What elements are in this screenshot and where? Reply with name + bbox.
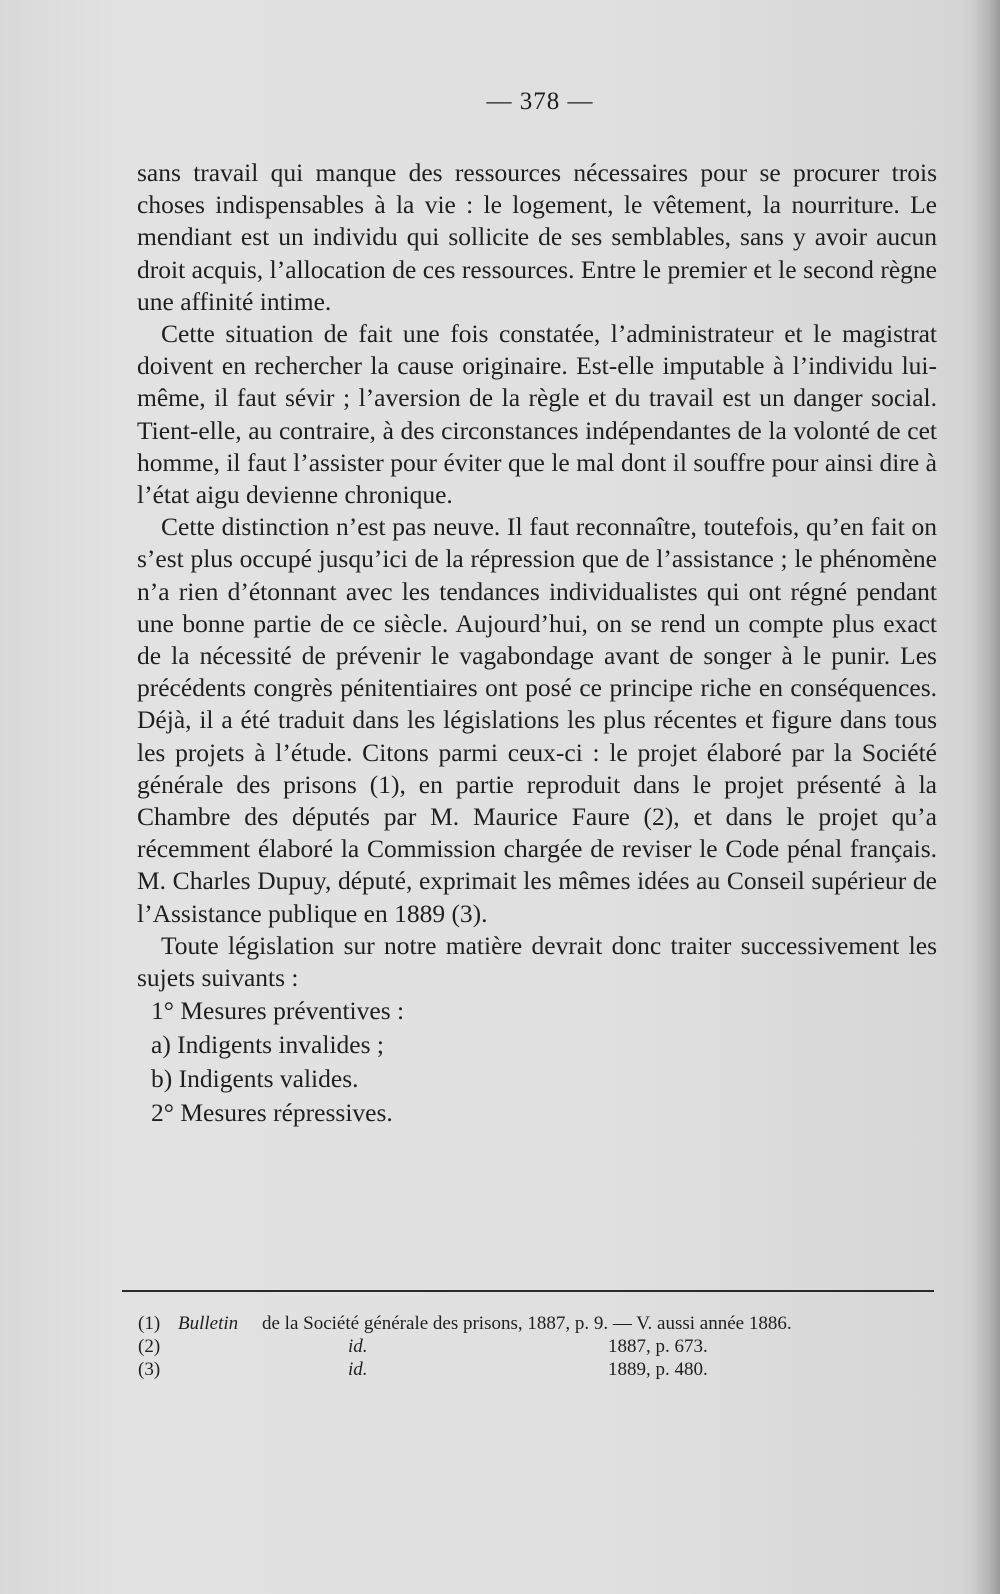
subject-list	[137, 994, 937, 1130]
footnote-number: (2)	[138, 1336, 161, 1357]
footnote-text: de la Société générale des prisons, 1887, p. 9. — V. aussi année 1886.	[262, 1313, 792, 1334]
page-edge-shadow	[972, 0, 1000, 1594]
footnote-number: (1)	[138, 1313, 161, 1334]
footnote-2	[138, 1335, 938, 1358]
list-item-preventive: 1° Mesures préventives :	[151, 996, 405, 1026]
paragraph-continuation: sans travail qui manque des ressources nécessaires pour se procurer trois choses indispensables à la vie : le logement, le vêtement, la nourriture. Le mendiant est un individu qui sollicite de ses semblables, sans y avoir aucun droit acquis, l’allocation de ces ressources. Entre le premier et le second règne une affinité intime.	[137, 158, 937, 316]
footnote-idem: id.	[348, 1359, 368, 1380]
footnote-reference: 1887, p. 673.	[608, 1336, 708, 1357]
list-item-invalid: a) Indigents invalides ;	[151, 1030, 384, 1060]
footnotes	[138, 1312, 938, 1381]
footnote-number: (3)	[138, 1359, 161, 1380]
paragraph-situation: Cette situation de fait une fois constatée, l’administrateur et le magistrat doivent en rechercher la cause originaire. Est-elle imputable à l’individu lui-même, il faut sévir ; l’aversion de la règle et du travail est un danger social. Tient-elle, au contraire, à des circonstances indépendantes de la volonté de cet homme, il faut l’assister pour éviter que le mal dont il souffre pour ainsi dire à l’état aigu devienne chronique.	[137, 319, 937, 510]
list-item-valid: b) Indigents valides.	[151, 1064, 359, 1094]
footnote-divider	[122, 1290, 934, 1292]
footnote-idem: id.	[348, 1336, 368, 1357]
footnote-1	[138, 1312, 938, 1335]
footnote-reference: 1889, p. 480.	[608, 1359, 708, 1380]
body-text	[137, 157, 937, 1130]
footnote-3	[138, 1358, 938, 1381]
paragraph-distinction: Cette distinction n’est pas neuve. Il faut reconnaître, toutefois, qu’en fait on s’est plus occupé jusqu’ici de la répression que de l’assistance ; le phénomène n’a rien d’étonnant avec les tendances individualistes qui ont régné pendant une bonne partie de ce siècle. Aujourd’hui, on se rend un compte plus exact de la nécessité de prévenir le vagabondage avant de songer à le punir. Les précédents congrès pénitentiaires ont posé ce principe riche en conséquences. Déjà, il a été traduit dans les législations les plus récentes et figure dans tous les projets à l’étude. Citons parmi ceux-ci : le projet élaboré par la Société générale des prisons (1), en partie reproduit dans le projet présenté à la Chambre des députés par M. Maurice Faure (2), et dans le projet qu’a récemment élaboré la Commission chargée de reviser le Code pénal français. M. Charles Dupuy, député, exprimait les mêmes idées au Conseil supérieur de l’Assistance publique en 1889 (3).	[137, 512, 937, 928]
footnote-source-title: Bulletin	[178, 1313, 239, 1334]
page-number: — 378 —	[486, 88, 594, 115]
list-item-repressive: 2° Mesures répressives.	[151, 1098, 393, 1128]
paragraph-legislation: Toute législation sur notre matière devrait donc traiter successivement les sujets suivants :	[137, 930, 937, 993]
